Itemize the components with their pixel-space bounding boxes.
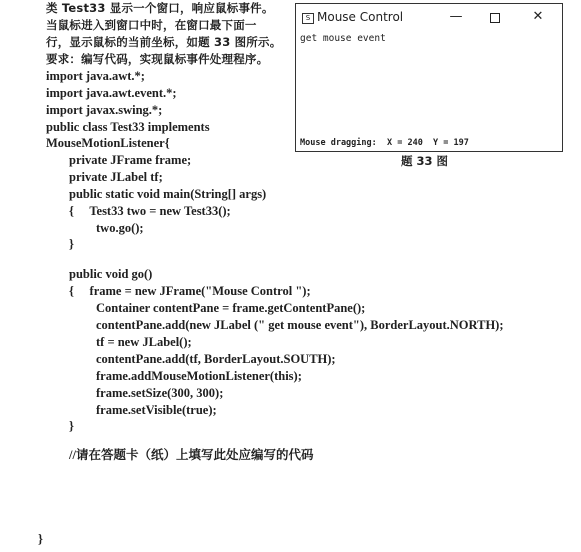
code-line-import-swing: import javax.swing.*; (46, 103, 163, 117)
code-line-main-close: } (69, 237, 74, 251)
question-text-line-1: 类 Test33 显示一个窗口，响应鼠标事件。 (46, 1, 274, 15)
maximize-icon[interactable] (490, 13, 500, 23)
code-line-go-listener: frame.addMouseMotionListener(this); (96, 369, 302, 383)
code-line-main-go: two.go(); (96, 221, 144, 235)
code-line-go-close: } (69, 419, 74, 433)
question-text-line-3: 行，显示鼠标的当前坐标，如题 33 图所示。 (46, 35, 282, 49)
close-icon[interactable]: ✕ (532, 9, 544, 24)
code-line-field-label: private JLabel tf; (69, 170, 163, 184)
code-line-field-frame: private JFrame frame; (69, 153, 192, 167)
south-status-label: Mouse dragging: X = 240 Y = 197 (300, 138, 469, 148)
code-line-go-frame: { frame = new JFrame("Mouse Control "); (69, 284, 311, 298)
window-title: Mouse Control (317, 10, 404, 24)
question-text-line-2: 当鼠标进入到窗口中时，在窗口最下面一 (46, 18, 257, 32)
code-line-go-north: contentPane.add(new JLabel (" get mouse event"), BorderLayout.NORTH); (96, 318, 504, 332)
code-line-go-decl: public void go() (69, 267, 153, 281)
code-line-class-decl: public class Test33 implements (46, 120, 210, 134)
window-titlebar (296, 4, 562, 30)
code-line-class-close: } (38, 532, 43, 546)
code-line-import-event: import java.awt.event.*; (46, 86, 177, 100)
java-app-icon: S (302, 13, 314, 24)
code-line-implements: MouseMotionListener{ (46, 136, 170, 150)
question-text-line-4: 要求：编写代码，实现鼠标事件处理程序。 (46, 52, 269, 66)
figure-caption: 题 33 图 (401, 154, 449, 168)
code-line-main-new: { Test33 two = new Test33(); (69, 204, 231, 218)
code-line-import-awt: import java.awt.*; (46, 69, 145, 83)
code-line-go-visible: frame.setVisible(true); (96, 403, 217, 417)
code-line-main-decl: public static void main(String[] args) (69, 187, 267, 201)
north-label: get mouse event (300, 33, 386, 44)
code-line-go-size: frame.setSize(300, 300); (96, 386, 224, 400)
mouse-control-window (295, 3, 563, 152)
minimize-icon[interactable]: — (449, 9, 463, 24)
code-line-go-south: contentPane.add(tf, BorderLayout.SOUTH); (96, 352, 336, 366)
code-line-go-pane: Container contentPane = frame.getContentPane(); (96, 301, 366, 315)
code-line-answer-comment: //请在答题卡（纸）上填写此处应编写的代码 (69, 448, 314, 462)
code-line-go-tf: tf = new JLabel(); (96, 335, 192, 349)
